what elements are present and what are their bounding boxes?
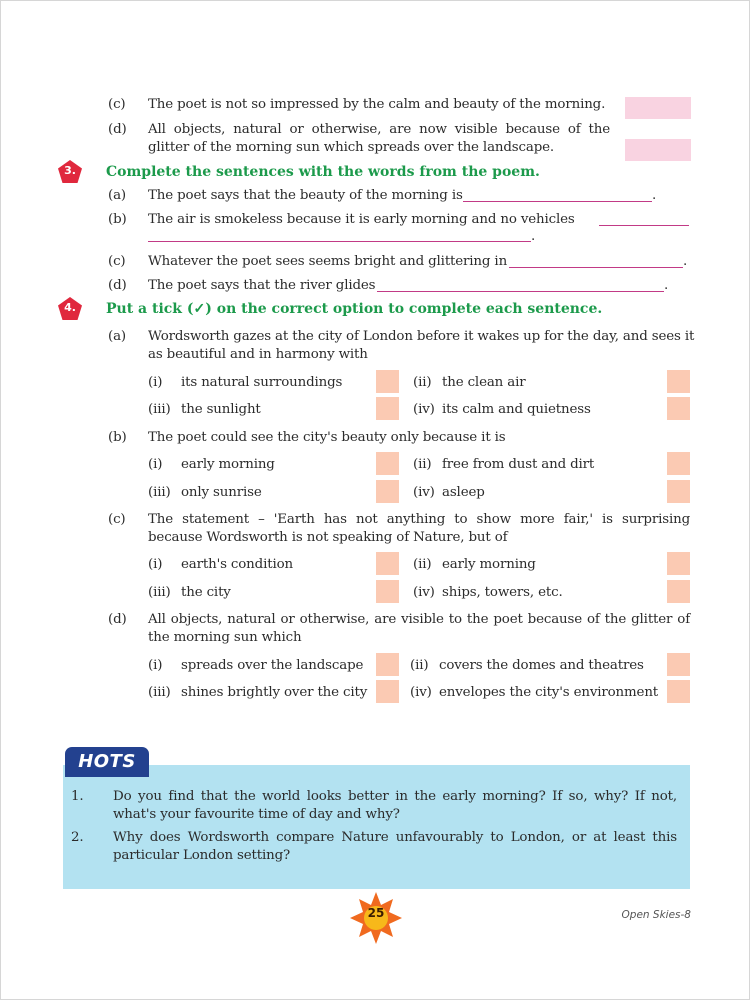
q4-b-opt-iv-text: asleep <box>442 485 485 500</box>
q4-d-opt-iv-label: (iv) <box>410 685 432 700</box>
tick-box-q4-b-i[interactable] <box>376 452 399 475</box>
q3-item-c-label: (c) <box>108 254 126 269</box>
blank-q3-c[interactable] <box>509 267 683 268</box>
q4-a-opt-i-text: its natural surroundings <box>181 375 343 390</box>
page-number: 25 <box>367 906 385 920</box>
hots-panel <box>63 765 690 889</box>
q4-d-opt-iv-text: envelopes the city's environment <box>439 685 659 700</box>
q3-item-d-text: The poet says that the river glides <box>148 278 376 293</box>
q4-item-d-line2: the morning sun which <box>148 630 302 645</box>
tick-box-q4-c-i[interactable] <box>376 552 399 575</box>
q4-d-opt-iii-label: (iii) <box>148 685 171 700</box>
q3-item-a-text: The poet says that the beauty of the morning is <box>148 188 463 203</box>
q2-item-c-text: The poet is not so impressed by the calm and beauty of the morning. <box>148 97 606 112</box>
q3-item-a-label: (a) <box>108 188 126 203</box>
book-name: Open Skies-8 <box>621 909 691 921</box>
tick-box-q4-a-iv[interactable] <box>667 397 690 420</box>
q4-item-a-line2: as beautiful and in harmony with <box>148 347 368 362</box>
q3-item-d-end: . <box>664 278 669 293</box>
q3-item-b-end: . <box>531 229 536 244</box>
tick-box-q4-b-iv[interactable] <box>667 480 690 503</box>
q4-item-a-line1: Wordsworth gazes at the city of London before it wakes up for the day, and sees it <box>148 329 695 344</box>
q4-item-c-line2: because Wordsworth is not speaking of Nature, but of <box>148 530 508 545</box>
q3-item-b-text: The air is smokeless because it is early morning and no vehicles <box>148 212 575 227</box>
q4-b-opt-ii-text: free from dust and dirt <box>442 457 595 472</box>
q4-a-opt-iii-text: the sunlight <box>181 402 261 417</box>
q4-c-opt-i-label: (i) <box>148 557 163 572</box>
tick-box-q4-d-ii[interactable] <box>667 653 690 676</box>
hots-item-2-line1: Why does Wordsworth compare Nature unfavourably to London, or at least this <box>113 830 677 845</box>
q4-number: 4. <box>64 301 76 314</box>
q4-c-opt-ii-label: (ii) <box>413 557 432 572</box>
hots-item-2-line2: particular London setting? <box>113 848 291 863</box>
answer-box-q2-d[interactable] <box>625 139 691 161</box>
q2-item-d-line1: All objects, natural or otherwise, are now visible because of the <box>148 122 610 137</box>
hots-item-1-line1: Do you find that the world looks better in the early morning? If so, why? If not, <box>113 789 677 804</box>
q3-item-a-end: . <box>652 188 657 203</box>
tick-box-q4-c-iv[interactable] <box>667 580 690 603</box>
q3-item-c-end: . <box>683 254 688 269</box>
blank-q3-d[interactable] <box>377 291 664 292</box>
q3-item-c-text: Whatever the poet sees seems bright and glittering in <box>148 254 508 269</box>
hots-item-2-number: 2. <box>71 830 84 845</box>
blank-q3-a[interactable] <box>463 201 652 202</box>
q4-b-opt-ii-label: (ii) <box>413 457 432 472</box>
q4-b-opt-iv-label: (iv) <box>413 485 435 500</box>
q3-item-b-label: (b) <box>108 212 127 227</box>
blank-q3-b-1[interactable] <box>599 225 689 226</box>
hots-item-1-number: 1. <box>71 789 84 804</box>
q4-d-opt-iii-text: shines brightly over the city <box>181 685 368 700</box>
hots-item-1-line2: what's your favourite time of day and why? <box>113 807 400 822</box>
q4-b-opt-i-label: (i) <box>148 457 163 472</box>
q4-item-b-label: (b) <box>108 430 127 445</box>
q4-a-opt-ii-label: (ii) <box>413 375 432 390</box>
q4-d-opt-i-label: (i) <box>148 658 163 673</box>
q4-d-opt-ii-label: (ii) <box>410 658 429 673</box>
blank-q3-b-2[interactable] <box>148 241 531 242</box>
tick-box-q4-b-ii[interactable] <box>667 452 690 475</box>
answer-box-q2-c[interactable] <box>625 97 691 119</box>
q4-a-opt-i-label: (i) <box>148 375 163 390</box>
tick-box-q4-a-ii[interactable] <box>667 370 690 393</box>
q4-c-opt-iv-text: ships, towers, etc. <box>442 585 563 600</box>
tick-box-q4-d-iv[interactable] <box>667 680 690 703</box>
tick-box-q4-b-iii[interactable] <box>376 480 399 503</box>
q2-item-c-label: (c) <box>108 97 126 112</box>
q4-c-opt-i-text: earth's condition <box>181 557 293 572</box>
q4-item-d-line1: All objects, natural or otherwise, are visible to the poet because of the glitter of <box>148 612 690 627</box>
q4-item-a-label: (a) <box>108 329 126 344</box>
q2-item-d-label: (d) <box>108 122 127 137</box>
q4-item-c-line1: The statement – 'Earth has not anything to show more fair,' is surprising <box>148 512 690 527</box>
q4-b-opt-iii-text: only sunrise <box>181 485 262 500</box>
q4-c-opt-iii-text: the city <box>181 585 231 600</box>
q4-b-opt-i-text: early morning <box>181 457 275 472</box>
tick-box-q4-d-i[interactable] <box>376 653 399 676</box>
q4-a-opt-iv-label: (iv) <box>413 402 435 417</box>
q4-c-opt-ii-text: early morning <box>442 557 536 572</box>
tick-box-q4-c-ii[interactable] <box>667 552 690 575</box>
q4-d-opt-ii-text: covers the domes and theatres <box>439 658 644 673</box>
q2-item-d-line2: glitter of the morning sun which spreads over the landscape. <box>148 140 555 155</box>
q3-item-d-label: (d) <box>108 278 127 293</box>
q4-item-b-line1: The poet could see the city's beauty only because it is <box>148 430 506 445</box>
tick-box-q4-d-iii[interactable] <box>376 680 399 703</box>
q4-a-opt-iii-label: (iii) <box>148 402 171 417</box>
q3-heading: Complete the sentences with the words from the poem. <box>106 164 540 180</box>
q3-number: 3. <box>64 164 76 177</box>
tick-box-q4-a-i[interactable] <box>376 370 399 393</box>
tick-box-q4-c-iii[interactable] <box>376 580 399 603</box>
hots-title-tab: HOTS <box>65 747 149 777</box>
q4-b-opt-iii-label: (iii) <box>148 485 171 500</box>
tick-box-q4-a-iii[interactable] <box>376 397 399 420</box>
q4-a-opt-ii-text: the clean air <box>442 375 526 390</box>
q4-heading: Put a tick (✓) on the correct option to complete each sentence. <box>106 301 603 317</box>
q4-c-opt-iv-label: (iv) <box>413 585 435 600</box>
q4-item-c-label: (c) <box>108 512 126 527</box>
q4-c-opt-iii-label: (iii) <box>148 585 171 600</box>
q4-item-d-label: (d) <box>108 612 127 627</box>
q4-a-opt-iv-text: its calm and quietness <box>442 402 591 417</box>
q4-d-opt-i-text: spreads over the landscape <box>181 658 364 673</box>
